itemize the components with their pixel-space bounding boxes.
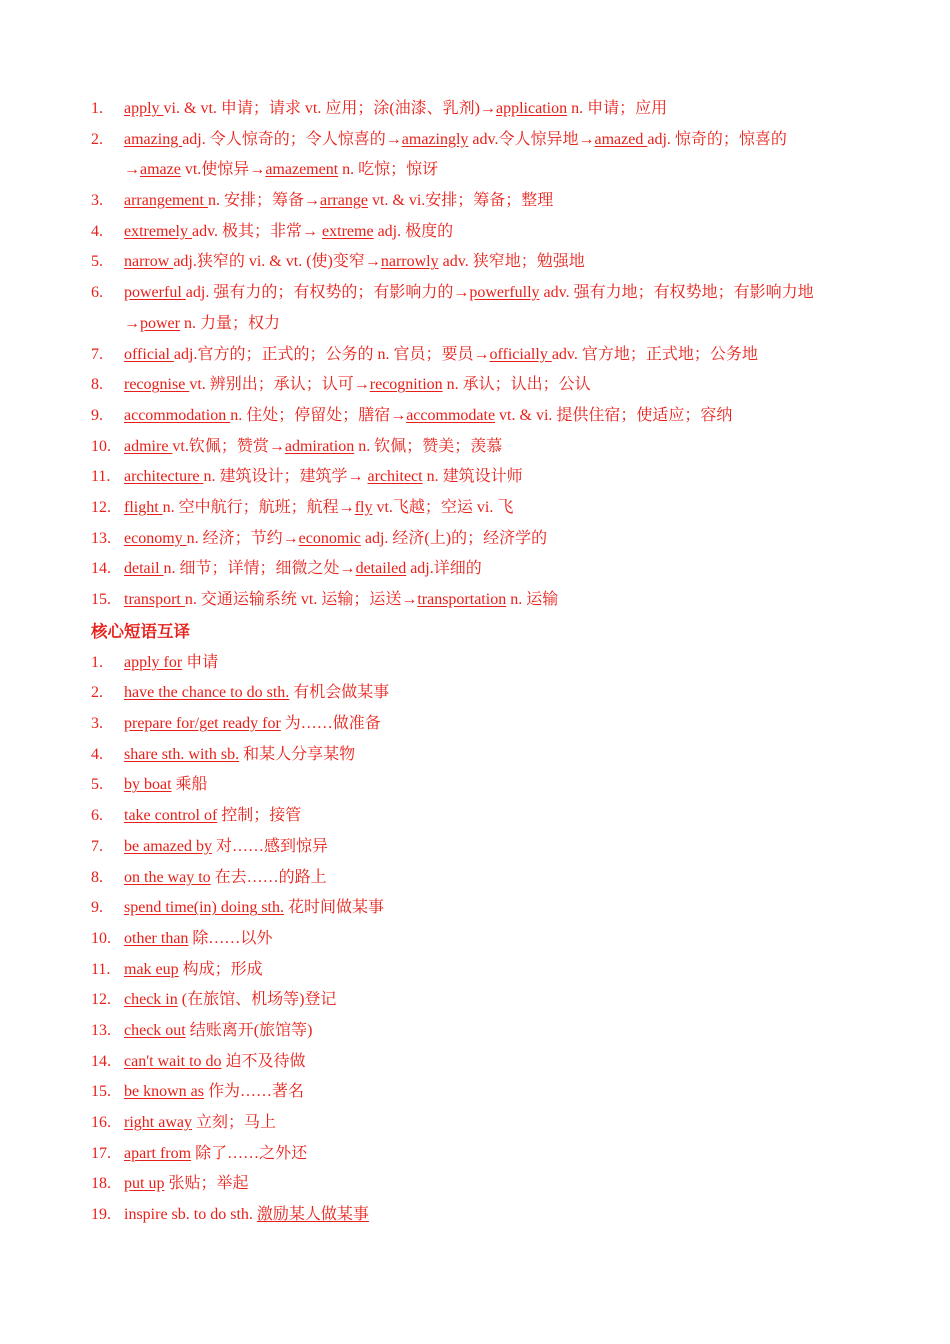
definition-text: n. 申请；应用 bbox=[567, 100, 668, 117]
answer-text: narrowly bbox=[380, 253, 439, 271]
item-number: 9. bbox=[91, 899, 103, 917]
definition-text: adv. 极其；非常→ bbox=[191, 222, 323, 240]
answer-text: by boat bbox=[124, 776, 172, 794]
definition-text: 乘船 bbox=[171, 776, 208, 794]
definition-text: adj. 经济(上)的；经济学的 bbox=[360, 529, 548, 547]
answer-text: take control of bbox=[124, 807, 218, 825]
definition-text: 花时间做某事 bbox=[283, 899, 384, 917]
document-content bbox=[91, 94, 891, 1231]
answer-text: accommodate bbox=[406, 406, 496, 424]
phrase-section bbox=[91, 648, 891, 1231]
definition-text: 立刻；马上 bbox=[191, 1114, 276, 1131]
answer-text: extreme bbox=[322, 222, 374, 240]
item-text bbox=[91, 899, 384, 916]
definition-text: n. 建筑设计师 bbox=[422, 468, 523, 486]
definition-text: 结账离开(旅馆等) bbox=[185, 1021, 313, 1039]
phrase-item bbox=[91, 893, 891, 924]
item-text bbox=[91, 100, 667, 117]
phrase-item bbox=[91, 1077, 891, 1108]
item-number: 15. bbox=[91, 1083, 111, 1101]
definition-text: 控制；接管 bbox=[217, 807, 302, 825]
answer-text: officially bbox=[489, 345, 552, 363]
item-number: 13. bbox=[91, 1021, 111, 1039]
definition-text: inspire sb. to do sth. bbox=[124, 1206, 257, 1224]
item-number: 3. bbox=[91, 715, 103, 733]
section-heading: 核心短语互译 bbox=[91, 621, 190, 641]
phrase-item bbox=[91, 801, 891, 832]
definition-text: vt. & vi. 提供住宿；使适应；容纳 bbox=[495, 406, 733, 424]
definition-text: (在旅馆、机场等)登记 bbox=[177, 991, 337, 1009]
answer-text: apply for bbox=[124, 653, 183, 671]
answer-text: powerfully bbox=[469, 284, 540, 302]
item-number: 5. bbox=[91, 776, 103, 794]
definition-text: 迫不及待做 bbox=[221, 1052, 306, 1070]
answer-text: detail bbox=[124, 560, 164, 578]
answer-text: be known as bbox=[124, 1083, 204, 1101]
vocabulary-item bbox=[91, 94, 891, 125]
definition-text: adv. 狭窄地；勉强地 bbox=[438, 253, 585, 271]
answer-text: arrangement bbox=[124, 192, 208, 210]
phrase-item bbox=[91, 985, 891, 1016]
item-number: 11. bbox=[91, 468, 111, 486]
definition-text: 除……以外 bbox=[188, 929, 273, 947]
answer-text: economy bbox=[124, 529, 187, 547]
vocabulary-item-continuation bbox=[91, 309, 891, 340]
item-text bbox=[91, 715, 381, 732]
definition-text: 除了……之外还 bbox=[191, 1144, 308, 1162]
vocabulary-section bbox=[91, 94, 891, 616]
definition-text: vi. & vt. 申请；请求 vt. 应用；涂(油漆、乳剂)→ bbox=[163, 100, 496, 117]
definition-text: n. 运输 bbox=[506, 591, 559, 608]
item-text bbox=[91, 468, 523, 485]
definition-text: 构成；形成 bbox=[178, 960, 263, 978]
definition-text: n. 力量；权力 bbox=[179, 314, 280, 332]
answer-text: prepare for/get ready for bbox=[124, 715, 281, 733]
vocabulary-item bbox=[91, 247, 891, 278]
answer-text: put up bbox=[124, 1175, 165, 1193]
item-text bbox=[91, 746, 355, 763]
item-number: 7. bbox=[91, 345, 103, 363]
answer-text: amazement bbox=[265, 161, 339, 179]
answer-text: amaze bbox=[140, 161, 181, 179]
phrase-item bbox=[91, 709, 891, 740]
phrase-item bbox=[91, 740, 891, 771]
definition-text: vt.使惊异→ bbox=[180, 161, 266, 179]
definition-text: adv. 强有力地；有权势地；有影响力地 bbox=[539, 284, 814, 302]
answer-text: have the chance to do sth. bbox=[124, 684, 290, 702]
answer-text: on the way to bbox=[124, 868, 211, 886]
phrase-item bbox=[91, 1200, 891, 1231]
item-number: 1. bbox=[91, 100, 103, 117]
item-number: 12. bbox=[91, 991, 111, 1009]
answer-text: amazing bbox=[124, 130, 183, 148]
definition-text: vt.钦佩；赞赏→ bbox=[172, 437, 285, 455]
vocabulary-item bbox=[91, 125, 891, 156]
answer-text: apart from bbox=[124, 1144, 192, 1162]
vocabulary-item bbox=[91, 186, 891, 217]
answer-text: power bbox=[140, 314, 180, 332]
answer-text: architecture bbox=[124, 468, 204, 486]
item-number: 15. bbox=[91, 591, 111, 608]
item-number: 14. bbox=[91, 560, 111, 578]
answer-text: architect bbox=[367, 468, 423, 486]
item-text bbox=[91, 838, 328, 855]
phrase-item bbox=[91, 1169, 891, 1200]
item-number: 18. bbox=[91, 1175, 111, 1193]
item-text bbox=[91, 499, 513, 516]
answer-text: accommodation bbox=[124, 406, 231, 424]
answer-text: admiration bbox=[284, 437, 355, 455]
phrase-item bbox=[91, 1108, 891, 1139]
answer-text: right away bbox=[124, 1114, 192, 1131]
vocabulary-item bbox=[91, 401, 891, 432]
definition-text: n. 承认；认出；公认 bbox=[442, 376, 591, 394]
answer-text: check in bbox=[124, 991, 178, 1009]
answer-text: fly bbox=[354, 498, 373, 516]
item-text bbox=[91, 1022, 312, 1039]
item-text bbox=[91, 530, 547, 547]
phrase-item bbox=[91, 1139, 891, 1170]
definition-text: adj. 强有力的；有权势的；有影响力的→ bbox=[185, 284, 470, 302]
definition-text: vt.飞越；空运 vi. 飞 bbox=[372, 498, 514, 516]
item-number: 16. bbox=[91, 1114, 111, 1131]
definition-text: n. 经济；节约→ bbox=[186, 529, 299, 547]
definition-text: adj. 极度的 bbox=[373, 222, 454, 240]
phrase-item bbox=[91, 832, 891, 863]
item-number: 17. bbox=[91, 1144, 111, 1162]
item-text bbox=[91, 560, 482, 577]
answer-text: apply bbox=[124, 100, 164, 117]
vocabulary-item bbox=[91, 432, 891, 463]
definition-text: adv. 官方地；正式地；公务地 bbox=[551, 345, 758, 363]
vocabulary-item bbox=[91, 278, 891, 309]
definition-text: n. 细节；详情；细微之处→ bbox=[163, 560, 356, 578]
phrase-item bbox=[91, 770, 891, 801]
answer-text: share sth. with sb. bbox=[124, 745, 240, 763]
answer-text: check out bbox=[124, 1021, 186, 1039]
definition-text: adj.狭窄的 vi. & vt. (使)变窄→ bbox=[173, 253, 381, 271]
answer-text: economic bbox=[298, 529, 361, 547]
answer-text: application bbox=[496, 100, 568, 117]
item-text bbox=[91, 346, 758, 363]
item-text bbox=[91, 1206, 369, 1223]
item-text bbox=[124, 315, 280, 332]
vocabulary-item bbox=[91, 524, 891, 555]
definition-text: 张贴；举起 bbox=[164, 1175, 249, 1193]
definition-text: adj.详细的 bbox=[406, 560, 482, 578]
answer-text: extremely bbox=[124, 222, 192, 240]
item-number: 9. bbox=[91, 406, 103, 424]
definition-text: adj.官方的；正式的；公务的 n. 官员；要员→ bbox=[173, 345, 490, 363]
definition-text: vt. 辨别出；承认；认可→ bbox=[189, 376, 370, 394]
item-text bbox=[91, 223, 453, 240]
item-number: 8. bbox=[91, 868, 103, 886]
item-text bbox=[91, 253, 585, 270]
item-number: 10. bbox=[91, 437, 111, 455]
item-number: 2. bbox=[91, 130, 103, 148]
definition-text: adv.令人惊异地→ bbox=[468, 130, 595, 148]
item-number: 2. bbox=[91, 684, 103, 702]
definition-text: 作为……著名 bbox=[203, 1083, 304, 1101]
item-text bbox=[91, 869, 327, 886]
item-text bbox=[91, 192, 553, 209]
answer-text: transportation bbox=[417, 591, 507, 608]
item-number: 1. bbox=[91, 653, 103, 671]
definition-text: n. 钦佩；赞美；羡慕 bbox=[354, 437, 503, 455]
item-number: 19. bbox=[91, 1206, 111, 1224]
answer-text: other than bbox=[124, 929, 189, 947]
answer-text: recognise bbox=[124, 376, 190, 394]
answer-text: detailed bbox=[355, 560, 407, 578]
vocabulary-item bbox=[91, 493, 891, 524]
answer-text: 激励某人做某事 bbox=[256, 1206, 369, 1224]
answer-text: arrange bbox=[319, 192, 368, 210]
vocabulary-item bbox=[91, 585, 891, 616]
item-number: 8. bbox=[91, 376, 103, 394]
definition-text: 在去……的路上 bbox=[210, 868, 327, 886]
item-number: 10. bbox=[91, 929, 111, 947]
item-text bbox=[91, 131, 787, 148]
item-number: 12. bbox=[91, 498, 111, 516]
answer-text: amazed bbox=[594, 130, 648, 148]
item-text bbox=[124, 161, 438, 178]
vocabulary-item bbox=[91, 370, 891, 401]
phrase-item bbox=[91, 1047, 891, 1078]
item-number: 4. bbox=[91, 222, 103, 240]
answer-text: official bbox=[124, 345, 174, 363]
definition-text: n. 空中航行；航班；航程→ bbox=[162, 498, 355, 516]
item-number: 6. bbox=[91, 807, 103, 825]
definition-text: adj. 令人惊奇的；令人惊喜的→ bbox=[182, 130, 402, 148]
item-text bbox=[91, 284, 814, 301]
vocabulary-item-continuation bbox=[91, 155, 891, 186]
answer-text: be amazed by bbox=[124, 837, 212, 855]
phrase-item bbox=[91, 955, 891, 986]
definition-text: n. 吃惊；惊讶 bbox=[338, 161, 439, 179]
vocabulary-item bbox=[91, 554, 891, 585]
answer-text: flight bbox=[124, 498, 163, 516]
item-number: 14. bbox=[91, 1052, 111, 1070]
definition-text: 对……感到惊异 bbox=[211, 837, 328, 855]
answer-text: spend time(in) doing sth. bbox=[124, 899, 284, 917]
phrase-item bbox=[91, 648, 891, 679]
vocabulary-item bbox=[91, 217, 891, 248]
item-number: 3. bbox=[91, 192, 103, 210]
definition-text: 为……做准备 bbox=[280, 715, 381, 733]
answer-text: admire bbox=[124, 437, 173, 455]
definition-text: → bbox=[124, 314, 140, 332]
definition-text: 有机会做某事 bbox=[289, 684, 390, 702]
answer-text: can't wait to do bbox=[124, 1052, 222, 1070]
answer-text: amazingly bbox=[401, 130, 469, 148]
item-number: 5. bbox=[91, 253, 103, 271]
phrase-item bbox=[91, 1016, 891, 1047]
item-number: 13. bbox=[91, 529, 111, 547]
phrase-item bbox=[91, 678, 891, 709]
definition-text: adj. 惊奇的；惊喜的 bbox=[647, 130, 787, 148]
definition-text: n. 安排；筹备→ bbox=[207, 192, 320, 210]
item-number: 11. bbox=[91, 960, 111, 978]
item-text bbox=[91, 991, 336, 1008]
answer-text: narrow bbox=[124, 253, 174, 271]
definition-text: → bbox=[124, 161, 140, 179]
definition-text: vt. & vi.安排；筹备；整理 bbox=[367, 192, 554, 210]
answer-text: powerful bbox=[124, 284, 186, 302]
item-text bbox=[91, 684, 389, 701]
definition-text: n. 交通运输系统 vt. 运输；运送→ bbox=[184, 591, 418, 608]
item-text bbox=[91, 438, 502, 455]
definition-text: n. 住处；停留处；膳宿→ bbox=[230, 406, 407, 424]
item-text bbox=[91, 591, 558, 608]
definition-text: 申请 bbox=[182, 653, 219, 671]
vocabulary-item bbox=[91, 340, 891, 371]
phrase-item bbox=[91, 863, 891, 894]
item-text bbox=[91, 376, 591, 393]
answer-text: recognition bbox=[369, 376, 443, 394]
answer-text: mak eup bbox=[124, 960, 179, 978]
item-number: 6. bbox=[91, 284, 103, 302]
vocabulary-item bbox=[91, 462, 891, 493]
answer-text: transport bbox=[124, 591, 185, 608]
definition-text: 和某人分享某物 bbox=[239, 745, 356, 763]
item-number: 7. bbox=[91, 837, 103, 855]
item-number: 4. bbox=[91, 745, 103, 763]
item-text bbox=[91, 407, 732, 424]
definition-text: n. 建筑设计；建筑学→ bbox=[203, 468, 368, 486]
phrase-item bbox=[91, 924, 891, 955]
